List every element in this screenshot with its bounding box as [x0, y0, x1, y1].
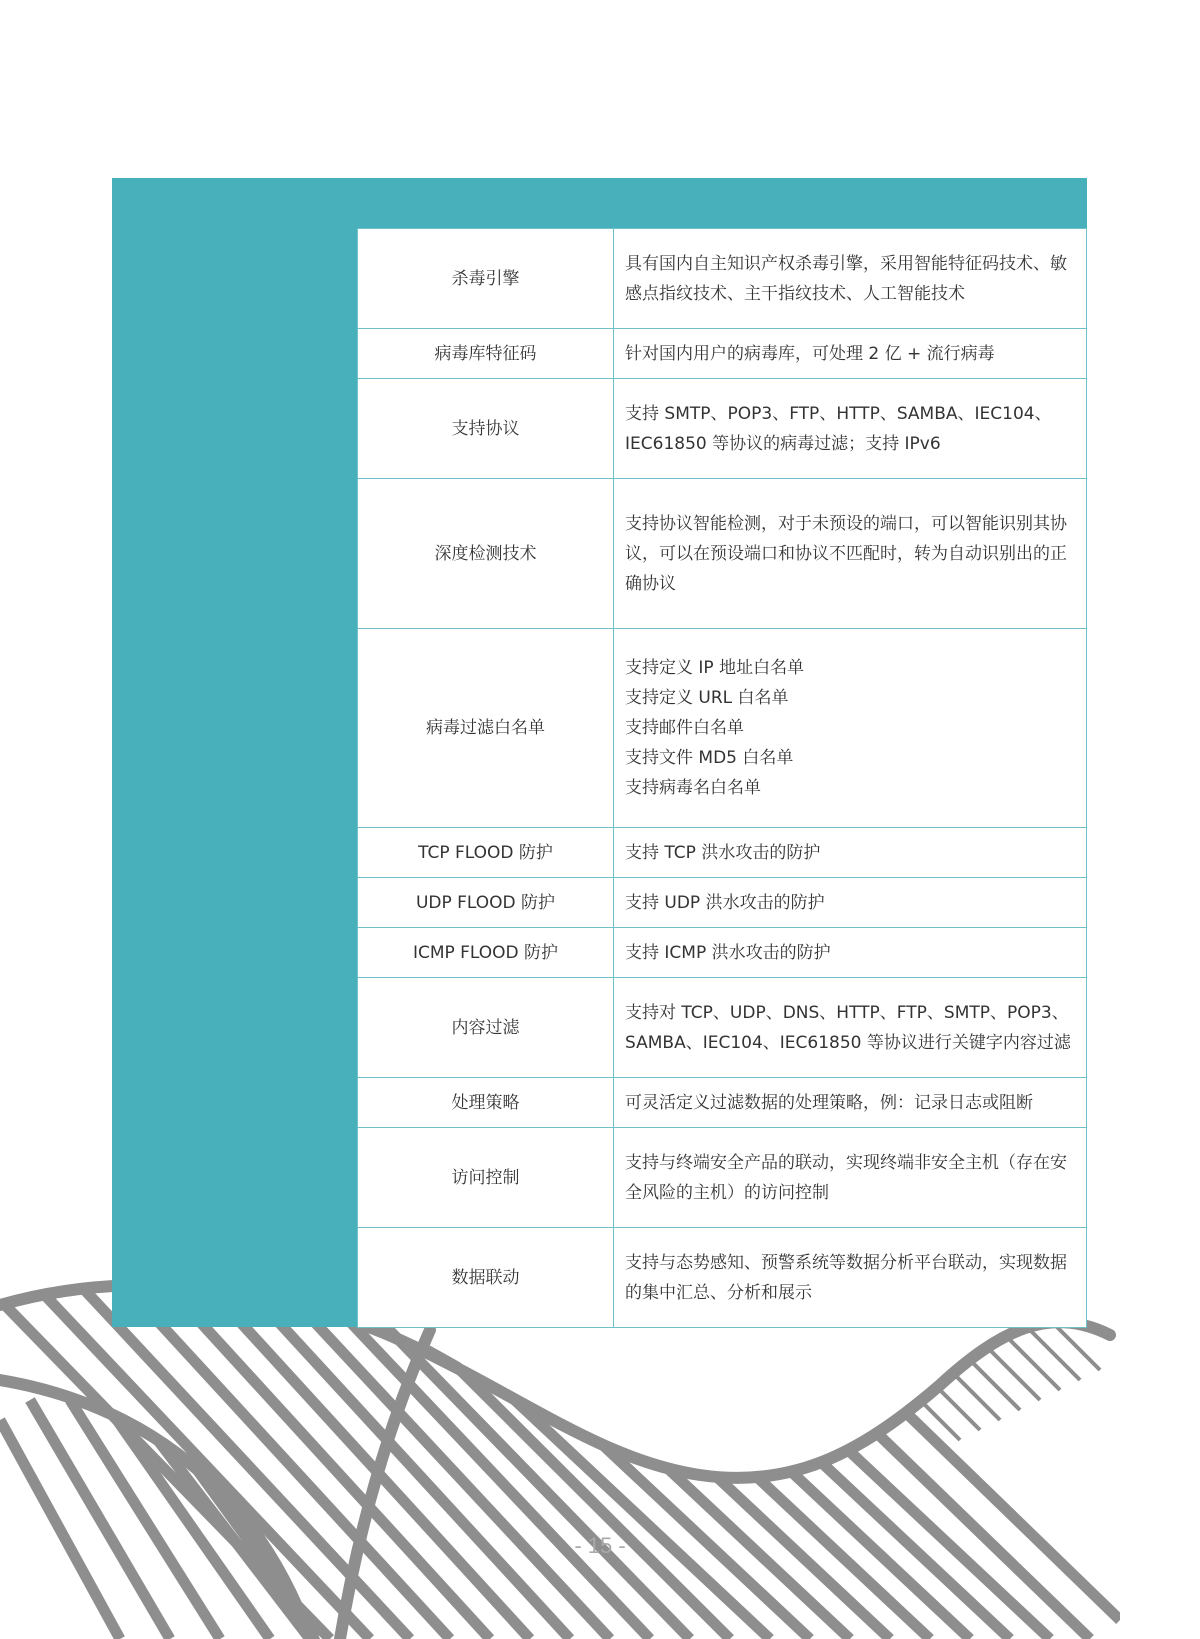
feature-name: 数据联动: [358, 1228, 614, 1328]
feature-name: TCP FLOOD 防护: [358, 828, 614, 878]
feature-description: [614, 978, 1087, 1078]
table-row: [358, 1228, 1087, 1328]
description-line: SAMBA、IEC104、IEC61850 等协议进行关键字内容过滤: [625, 1032, 1071, 1053]
feature-description: [614, 1078, 1087, 1128]
table-header-band: [112, 178, 1087, 228]
table-row: [358, 928, 1087, 978]
spec-table: [357, 228, 1087, 1328]
description-line: 支持病毒名白名单: [625, 778, 761, 798]
description-line: 支持 TCP 洪水攻击的防护: [625, 842, 821, 863]
feature-description: [614, 928, 1087, 978]
description-line: 支持与终端安全产品的联动，实现终端非安全主机（存在安: [625, 1152, 1067, 1173]
description-line: 确协议: [625, 573, 676, 594]
feature-name: 支持协议: [358, 379, 614, 479]
description-line: 支持对 TCP、UDP、DNS、HTTP、FTP、SMTP、POP3、: [625, 1002, 1069, 1023]
table-side-panel: [112, 228, 357, 1327]
description-line: 全风险的主机）的访问控制: [625, 1182, 829, 1203]
description-line: 支持邮件白名单: [625, 718, 744, 738]
description-line: 支持与态势感知、预警系统等数据分析平台联动，实现数据: [625, 1252, 1067, 1273]
table-row: [358, 878, 1087, 928]
feature-description: [614, 479, 1087, 629]
table-row: [358, 1128, 1087, 1228]
table-row: [358, 379, 1087, 479]
feature-name: ICMP FLOOD 防护: [358, 928, 614, 978]
description-line: 支持定义 URL 白名单: [625, 688, 789, 708]
feature-description: [614, 229, 1087, 329]
description-line: 支持 ICMP 洪水攻击的防护: [625, 942, 831, 963]
feature-description: [614, 629, 1087, 828]
description-line: 支持文件 MD5 白名单: [625, 748, 794, 768]
feature-description: [614, 1128, 1087, 1228]
description-line: 具有国内自主知识产权杀毒引擎，采用智能特征码技术、敏: [625, 253, 1067, 274]
feature-name: UDP FLOOD 防护: [358, 878, 614, 928]
description-line: 可灵活定义过滤数据的处理策略，例：记录日志或阻断: [625, 1092, 1033, 1113]
description-line: 的集中汇总、分析和展示: [625, 1282, 812, 1303]
feature-name: 病毒过滤白名单: [358, 629, 614, 828]
feature-name: 内容过滤: [358, 978, 614, 1078]
feature-name: 深度检测技术: [358, 479, 614, 629]
description-line: 支持定义 IP 地址白名单: [625, 658, 805, 678]
feature-name: 处理策略: [358, 1078, 614, 1128]
feature-name: 病毒库特征码: [358, 329, 614, 379]
description-line: IEC61850 等协议的病毒过滤；支持 IPv6: [625, 433, 941, 454]
description-line: 支持 UDP 洪水攻击的防护: [625, 892, 825, 913]
table-row: [358, 229, 1087, 329]
feature-name: 访问控制: [358, 1128, 614, 1228]
feature-description: [614, 329, 1087, 379]
description-line: 支持 SMTP、POP3、FTP、HTTP、SAMBA、IEC104、: [625, 403, 1052, 424]
spec-table-frame: [112, 178, 1087, 1327]
description-line: 议，可以在预设端口和协议不匹配时，转为自动识别出的正: [625, 543, 1067, 564]
feature-description: [614, 379, 1087, 479]
feature-description: [614, 1228, 1087, 1328]
description-line: 支持协议智能检测，对于未预设的端口，可以智能识别其协: [625, 513, 1067, 534]
table-row: [358, 978, 1087, 1078]
table-row: [358, 629, 1087, 828]
table-row: [358, 828, 1087, 878]
table-row: [358, 479, 1087, 629]
table-row: [358, 329, 1087, 379]
description-line: 针对国内用户的病毒库，可处理 2 亿 + 流行病毒: [625, 343, 995, 364]
feature-description: [614, 878, 1087, 928]
feature-description: [614, 828, 1087, 878]
description-line: 感点指纹技术、主干指纹技术、人工智能技术: [625, 283, 965, 304]
table-row: [358, 1078, 1087, 1128]
page-number: - 15 -: [574, 1533, 626, 1558]
feature-name: 杀毒引擎: [358, 229, 614, 329]
